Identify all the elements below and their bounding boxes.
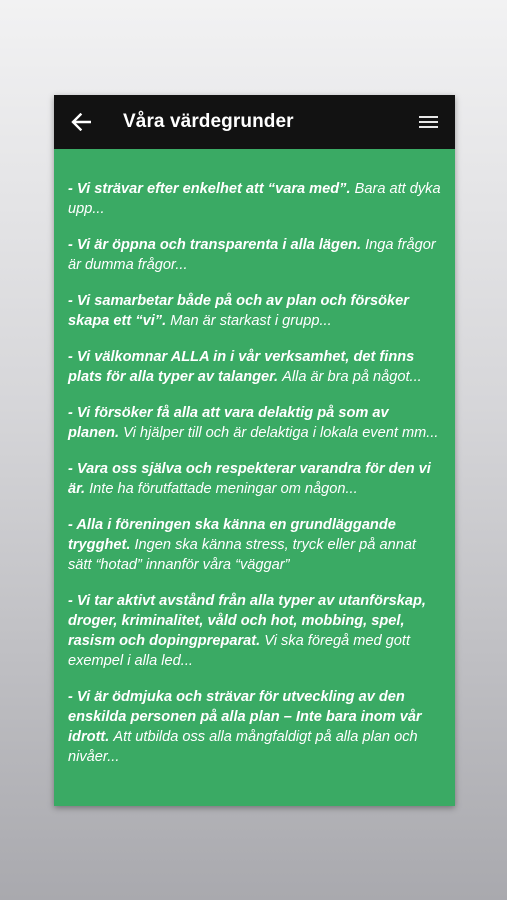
value-item <box>68 687 441 767</box>
value-explanation: Inga frågor är dumma frågor... <box>68 237 436 273</box>
value-explanation: Vi ska föregå med gott exempel i alla led... <box>68 633 411 669</box>
value-explanation: Vi hjälper till och är delaktiga i lokala event mm... <box>123 425 439 441</box>
value-item <box>68 515 441 575</box>
value-statement: - Vi försöker få alla att vara delaktig på som av planen. <box>68 405 389 441</box>
arrow-left-icon <box>71 113 91 131</box>
value-item <box>68 347 441 387</box>
value-statement: - Vi strävar efter enkelhet att “vara med”. <box>68 181 351 197</box>
app-bar <box>54 95 455 149</box>
menu-button[interactable] <box>417 111 439 133</box>
value-statement: - Vi är ödmjuka och strävar för utveckling av den enskilda personen på alla plan – Inte bara inom vår idrott. <box>68 689 422 745</box>
value-explanation: Inte ha förutfattade meningar om någon... <box>89 481 358 497</box>
value-item <box>68 591 441 671</box>
value-explanation: Att utbilda oss alla mångfaldigt på alla plan och nivåer... <box>68 729 418 765</box>
value-explanation: Man är starkast i grupp... <box>170 313 332 329</box>
page-title: Våra värdegrunder <box>123 111 294 132</box>
app-screen <box>54 95 455 806</box>
value-item <box>68 403 441 443</box>
value-statement: - Alla i föreningen ska känna en grundläggande trygghet. <box>68 517 396 553</box>
back-button[interactable] <box>68 109 94 135</box>
hamburger-menu-icon <box>419 115 438 129</box>
value-item <box>68 459 441 499</box>
value-statement: - Vi samarbetar både på och av plan och försöker skapa ett “vi”. <box>68 293 409 329</box>
value-statement: - Vi välkomnar ALLA in i vår verksamhet, det finns plats för alla typer av talanger. <box>68 349 415 385</box>
value-item <box>68 291 441 331</box>
value-explanation: Alla är bra på något... <box>282 369 422 385</box>
value-statement: - Vi är öppna och transparenta i alla lägen. <box>68 237 362 253</box>
values-list <box>54 149 455 767</box>
value-explanation: Ingen ska känna stress, tryck eller på annat sätt “hotad” innanför våra “väggar” <box>68 537 416 573</box>
value-item <box>68 179 441 219</box>
value-statement: - Vara oss själva och respekterar varandra för den vi är. <box>68 461 431 497</box>
value-statement: - Vi tar aktivt avstånd från alla typer av utanförskap, droger, kriminalitet, våld och hot, mobbing, spel, rasism och dopingpreparat. <box>68 593 426 649</box>
value-item <box>68 235 441 275</box>
value-explanation: Bara att dyka upp... <box>68 181 441 217</box>
